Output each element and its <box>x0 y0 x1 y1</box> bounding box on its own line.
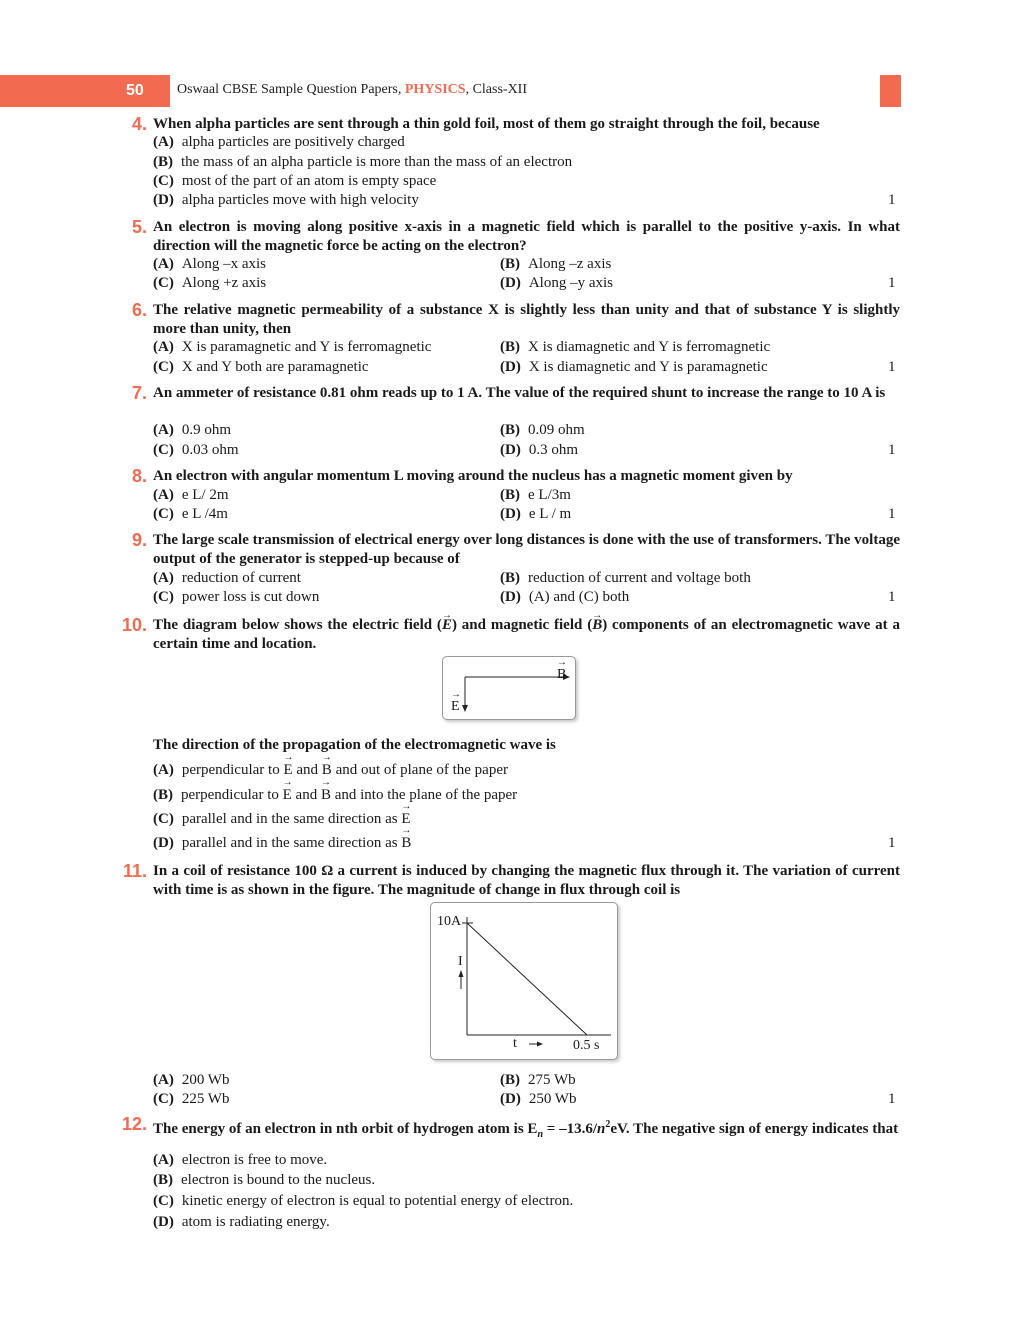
option-text: X is diamagnetic and Y is paramagnetic <box>528 359 768 375</box>
option-text: e L/ 2m <box>181 487 229 503</box>
option-label: (C) <box>153 589 174 605</box>
option-text: parallel and in the same direction as <box>181 835 398 851</box>
em-wave-diagram <box>443 657 575 719</box>
option <box>153 1193 573 1210</box>
option <box>500 487 571 504</box>
option-label: (B) <box>500 1072 520 1088</box>
option-text: → E <box>401 811 410 828</box>
option-text: and <box>295 787 318 803</box>
option <box>153 1214 330 1231</box>
question-number: 12. <box>121 1114 147 1134</box>
option-label: (A) <box>153 487 174 503</box>
t-arrow-head <box>537 1042 543 1047</box>
option <box>500 589 629 606</box>
x-tick-label: 0.5 s <box>573 1038 600 1053</box>
question-number: 5. <box>131 217 147 237</box>
option-label: (A) <box>153 1152 174 1168</box>
option-text: → B <box>401 835 411 852</box>
text-fragment: ) and magnetic field ( <box>451 617 593 633</box>
question-number: 8. <box>131 466 147 486</box>
question-number: 7. <box>131 383 147 403</box>
question-number: 6. <box>131 300 147 320</box>
option-text: perpendicular to <box>181 762 280 778</box>
question-number: 11. <box>122 861 147 881</box>
marks: 1 <box>888 192 896 208</box>
option-label: (A) <box>153 762 174 778</box>
text-fragment: , Class-XII <box>465 82 527 97</box>
option <box>500 442 578 459</box>
question-text <box>153 1115 900 1144</box>
option-text: 0.9 ohm <box>181 422 231 438</box>
option-text: 225 Wb <box>181 1091 230 1107</box>
text-fragment: n <box>537 1129 544 1140</box>
option-label: (A) <box>153 422 174 438</box>
option <box>500 422 585 439</box>
text-fragment: Oswaal CBSE Sample Question Papers, <box>177 82 405 97</box>
option <box>500 339 770 356</box>
option-text: 250 Wb <box>528 1091 577 1107</box>
option-text: 275 Wb <box>528 1072 576 1088</box>
option-text: most of the part of an atom is empty space <box>181 173 437 189</box>
option-text: electron is free to move. <box>181 1152 328 1168</box>
option-text: → E <box>283 787 292 804</box>
option-label: (B) <box>500 256 520 272</box>
option <box>153 787 517 804</box>
option-text: reduction of current and voltage both <box>528 570 751 586</box>
option-label: (D) <box>500 506 521 522</box>
text-fragment: 2 <box>605 1119 611 1130</box>
option-label: (C) <box>153 506 174 522</box>
option <box>153 835 411 852</box>
option <box>153 506 228 523</box>
b-label: → B <box>557 667 566 683</box>
option-text: e L / m <box>528 506 572 522</box>
page-number: 50 <box>126 82 144 99</box>
option <box>500 256 611 273</box>
option <box>153 154 572 171</box>
text-fragment: → B <box>592 616 602 635</box>
option-text: 200 Wb <box>181 1072 230 1088</box>
option-label: (A) <box>153 1072 174 1088</box>
option-text: → B <box>322 762 332 779</box>
option-text: e L/3m <box>528 487 571 503</box>
option <box>500 506 571 523</box>
option-label: (D) <box>500 442 521 458</box>
text-fragment: = –13.6/ <box>543 1121 597 1137</box>
option-label: (D) <box>500 359 521 375</box>
option-label: (B) <box>153 1172 173 1188</box>
text-fragment: → E <box>442 616 452 635</box>
em-wave-figure <box>442 656 576 720</box>
option <box>153 192 419 209</box>
question-text: An electron is moving along positive x-axis in a magnetic field which is parallel to the positive y-axis. In what direction will the magnetic force be acting on the electron? <box>153 219 900 254</box>
option-text: and into the plane of the paper <box>334 787 518 803</box>
question-number: 10. <box>121 615 147 635</box>
option-label: (C) <box>153 359 174 375</box>
option-label: (C) <box>153 275 174 291</box>
option-label: (A) <box>153 134 174 150</box>
option <box>153 359 369 376</box>
option <box>153 173 436 190</box>
option <box>153 256 266 273</box>
marks: 1 <box>888 835 896 851</box>
option-label: (B) <box>500 339 520 355</box>
option-text: Along –y axis <box>528 275 613 291</box>
option-text: 0.03 ohm <box>181 442 239 458</box>
option-text: electron is bound to the nucleus. <box>181 1172 376 1188</box>
text-fragment: ) components of an electromagnetic wave at a certain time and location. <box>153 617 900 652</box>
option-text: and <box>296 762 319 778</box>
marks: 1 <box>888 506 896 522</box>
option <box>153 1172 375 1189</box>
option-text: reduction of current <box>181 570 301 586</box>
option-text: and out of plane of the paper <box>335 762 508 778</box>
question-text: The relative magnetic permeability of a substance X is slightly less than unity and that of substance Y is slightly more than unity, then <box>153 302 900 337</box>
header-subject: PHYSICS <box>404 82 466 97</box>
option-text: Along +z axis <box>181 275 267 291</box>
option-text: → E <box>283 762 292 779</box>
option-text: 0.09 ohm <box>528 422 585 438</box>
option <box>153 442 239 459</box>
question-text: An ammeter of resistance 0.81 ohm reads up to 1 A. The value of the required shunt to increase the range to 10 A is <box>153 385 886 401</box>
e-field-arrowhead <box>462 705 468 712</box>
question-text: When alpha particles are sent through a thin gold foil, most of them go straight through the foil, because <box>153 116 820 132</box>
subquestion-text: The direction of the propagation of the electromagnetic wave is <box>153 737 556 753</box>
current-line <box>467 923 587 1035</box>
option-text: e L /4m <box>181 506 228 522</box>
option <box>500 1072 576 1089</box>
option-label: (A) <box>153 339 174 355</box>
option-label: (D) <box>153 835 174 851</box>
i-arrow-head <box>459 970 464 977</box>
option <box>153 1072 229 1089</box>
option-label: (D) <box>153 1214 174 1230</box>
option-text: X is paramagnetic and Y is ferromagnetic <box>181 339 432 355</box>
text-fragment: eV. The negative sign of energy indicates that <box>610 1121 899 1137</box>
option-text: X is diamagnetic and Y is ferromagnetic <box>528 339 771 355</box>
option <box>153 339 431 356</box>
option <box>153 811 411 828</box>
x-axis-label: t <box>513 1036 517 1051</box>
option <box>153 1152 327 1169</box>
header-title <box>177 82 527 98</box>
option-label: (A) <box>153 256 174 272</box>
option-label: (C) <box>153 173 174 189</box>
option-text: X and Y both are paramagnetic <box>181 359 369 375</box>
option-text: power loss is cut down <box>181 589 320 605</box>
option-text: alpha particles are positively charged <box>181 134 405 150</box>
option <box>153 487 228 504</box>
question-number: 9. <box>131 530 147 550</box>
option-label: (D) <box>500 589 521 605</box>
y-tick-label: 10A <box>437 914 462 929</box>
header-accent-block <box>880 75 901 107</box>
option <box>153 422 231 439</box>
option-text: alpha particles move with high velocity <box>181 192 419 208</box>
option-text: kinetic energy of electron is equal to potential energy of electron. <box>181 1193 574 1209</box>
option <box>153 134 405 151</box>
option-text: (A) and (C) both <box>528 589 630 605</box>
option-text: → B <box>321 787 331 804</box>
option-label: (B) <box>500 422 520 438</box>
option-text: perpendicular to <box>181 787 279 803</box>
option <box>500 359 768 376</box>
question-text: The large scale transmission of electrical energy over long distances is done with the use of transformers. The voltage output of the generator is stepped-up because of <box>153 532 900 567</box>
option-label: (C) <box>153 1091 174 1107</box>
option <box>153 570 301 587</box>
option-text: Along –x axis <box>181 256 266 272</box>
option <box>500 570 751 587</box>
question-text: In a coil of resistance 100 Ω a current is induced by changing the magnetic flux through it. The variation of current with time is as shown in the figure. The magnitude of change in flux through coil is <box>153 863 900 898</box>
option-text: Along –z axis <box>528 256 612 272</box>
current-time-figure <box>430 902 618 1060</box>
text-fragment: The energy of an electron in nth orbit of hydrogen atom is E <box>153 1121 538 1137</box>
option <box>500 1091 576 1108</box>
option-label: (B) <box>153 154 173 170</box>
question-number: 4. <box>131 114 147 134</box>
option <box>153 589 319 606</box>
option-text: parallel and in the same direction as <box>181 811 398 827</box>
option-label: (B) <box>500 487 520 503</box>
e-label: → E <box>451 699 460 715</box>
y-axis-label: I <box>458 954 463 969</box>
option <box>500 275 613 292</box>
marks: 1 <box>888 1091 896 1107</box>
question-text: An electron with angular momentum L moving around the nucleus has a magnetic moment given by <box>153 468 793 484</box>
option-label: (A) <box>153 570 174 586</box>
marks: 1 <box>888 442 896 458</box>
option-text: 0.3 ohm <box>528 442 578 458</box>
marks: 1 <box>888 275 896 291</box>
text-fragment: The diagram below shows the electric field ( <box>153 617 442 633</box>
option-label: (D) <box>500 275 521 291</box>
option-label: (B) <box>500 570 520 586</box>
option-label: (C) <box>153 442 174 458</box>
marks: 1 <box>888 589 896 605</box>
option-text: atom is radiating energy. <box>181 1214 330 1230</box>
option-label: (D) <box>153 192 174 208</box>
option-label: (B) <box>153 787 173 803</box>
text-fragment: n <box>596 1121 606 1137</box>
option-text: the mass of an alpha particle is more than the mass of an electron <box>181 154 573 170</box>
option-label: (D) <box>500 1091 521 1107</box>
header-bar <box>0 75 170 107</box>
question-text <box>153 616 900 654</box>
marks: 1 <box>888 359 896 375</box>
option-label: (C) <box>153 1193 174 1209</box>
option <box>153 1091 229 1108</box>
option-label: (C) <box>153 811 174 827</box>
option <box>153 275 266 292</box>
